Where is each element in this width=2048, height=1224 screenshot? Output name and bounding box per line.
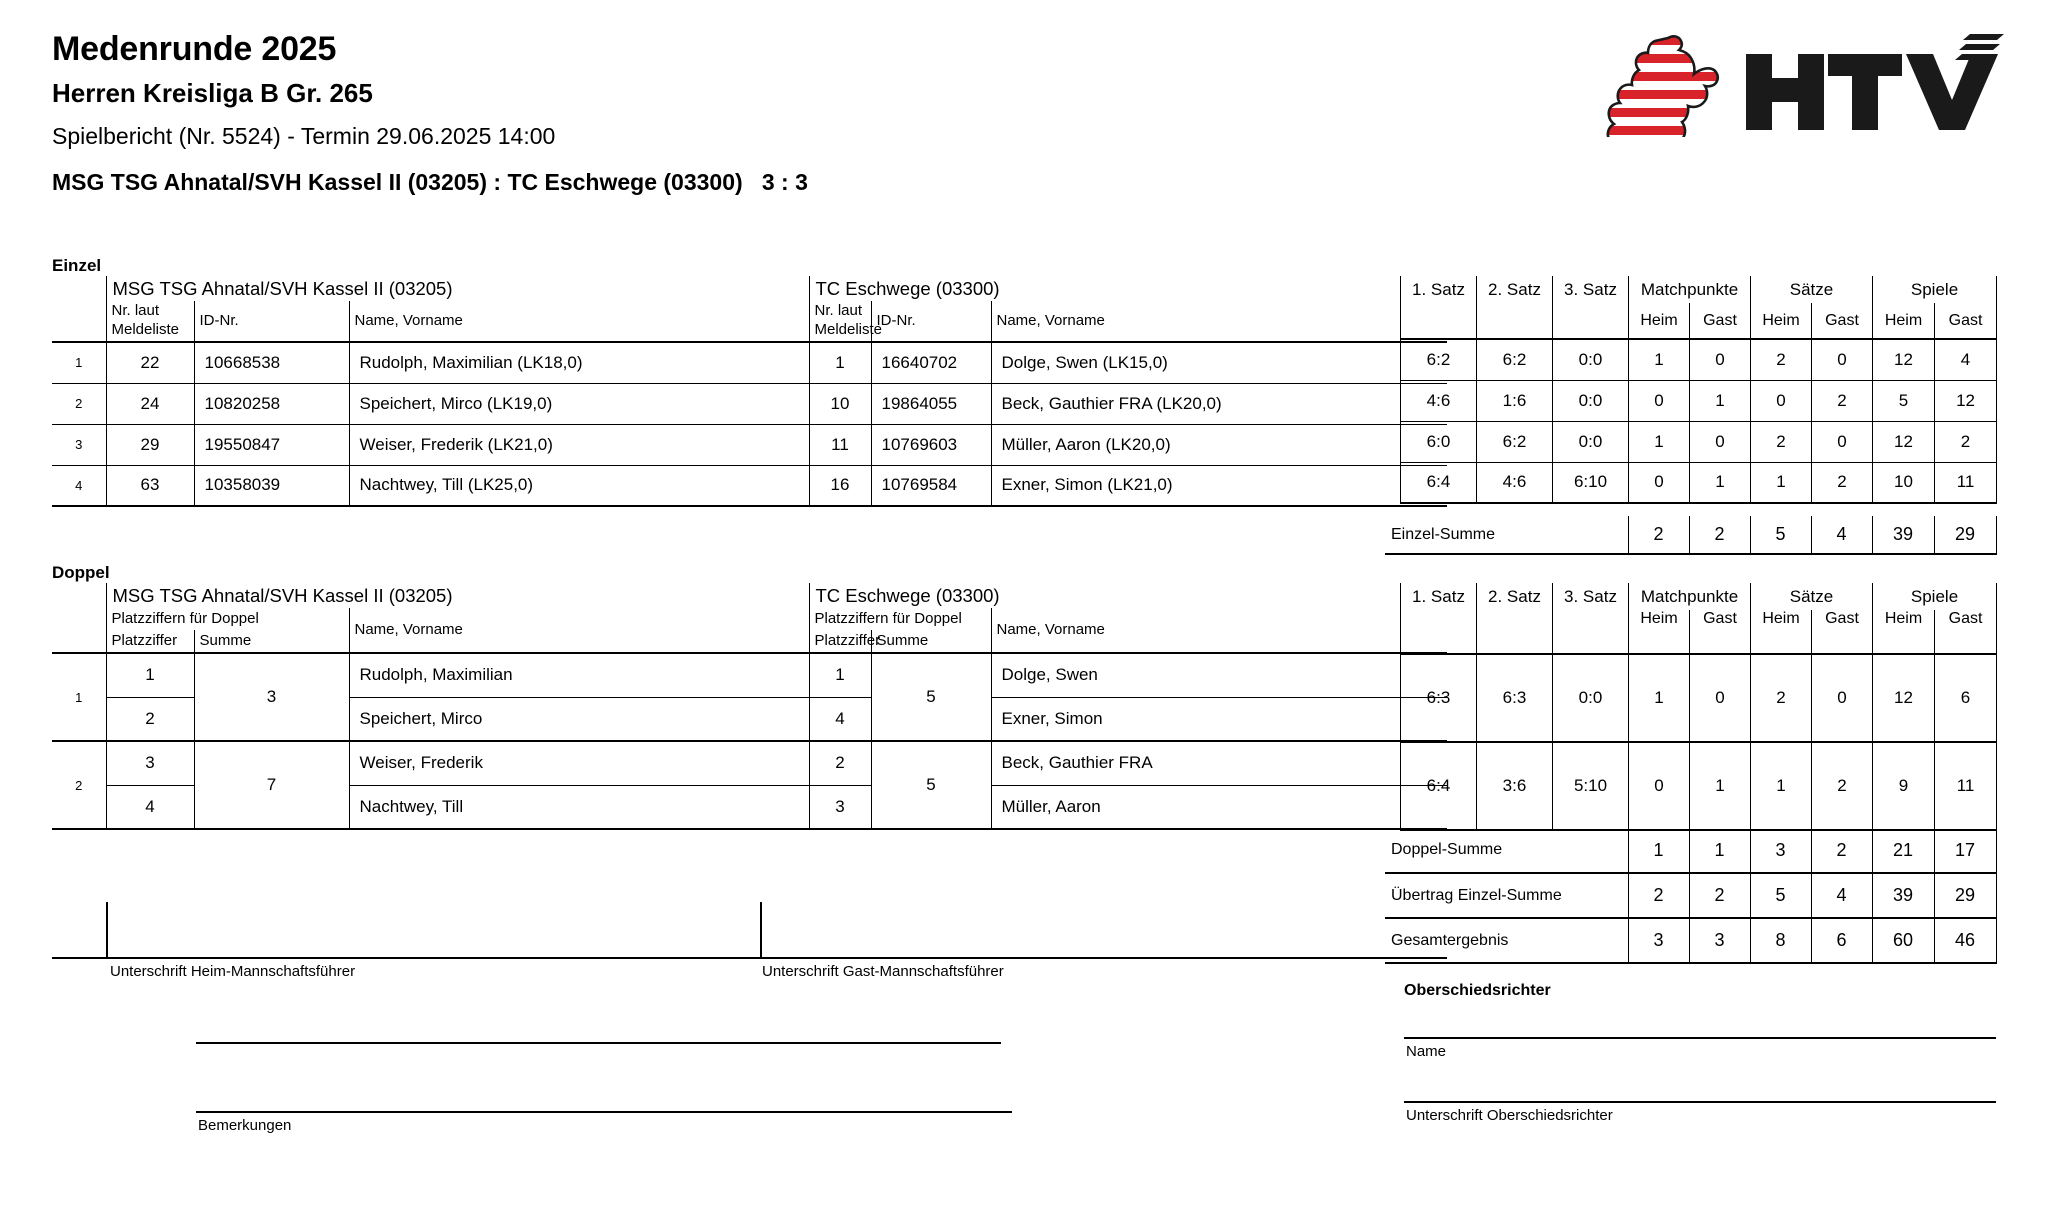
einzel-summe-sp-gast: 29 [1934, 516, 1996, 554]
doppel-mp-gast: 0 [1690, 654, 1751, 742]
einzel-summe-sz-heim: 5 [1750, 516, 1811, 554]
doppel-home-platzziffer: 3 [106, 741, 194, 785]
einzel-home-team-header: MSG TSG Ahnatal/SVH Kassel II (03205) [106, 276, 809, 301]
doppel-summe-sz-gast: 2 [1811, 828, 1872, 873]
section-label-doppel: Doppel [52, 563, 110, 582]
doppel-col-satz1: 1. Satz [1401, 583, 1477, 610]
doppel-summe-mp-gast: 1 [1689, 828, 1750, 873]
doppel-row-pos: 2 [75, 777, 83, 793]
doppel-home-summe: 3 [194, 653, 349, 741]
einzel-mp-gast: 1 [1690, 462, 1751, 503]
einzel-row-pos: 2 [75, 396, 83, 411]
doppel-col-sp-heim: Heim [1873, 610, 1935, 654]
einzel-guest-name: Exner, Simon (LK21,0) [991, 465, 1447, 506]
einzel-mp-heim: 1 [1629, 421, 1690, 462]
doppel-score-s1: 6:4 [1401, 742, 1477, 830]
doppel-col-satz3: 3. Satz [1553, 583, 1629, 610]
einzel-col-sz-heim: Heim [1751, 303, 1812, 339]
doppel-home-name: Rudolph, Maximilian [349, 653, 809, 697]
einzel-guest-name: Dolge, Swen (LK15,0) [991, 342, 1447, 383]
einzel-home-id: 10668538 [194, 342, 349, 383]
doppel-score-s3: 0:0 [1553, 654, 1629, 742]
doppel-table-scores [1400, 583, 1997, 831]
einzel-score-s1: 6:0 [1401, 421, 1477, 462]
doppel-mp-heim: 1 [1629, 654, 1690, 742]
doppel-sp-heim: 12 [1873, 654, 1935, 742]
einzel-summe-mp-heim: 2 [1628, 516, 1689, 554]
table-row [52, 342, 1447, 383]
einzel-col-nr-home: Nr. laut Meldeliste [106, 301, 194, 342]
doppel-spacer [1477, 610, 1553, 654]
doppel-col-platzziffern-home: Platzziffern für Doppel [106, 608, 349, 630]
einzel-table-scores [1400, 276, 1997, 504]
gesamt-sz-heim: 8 [1750, 918, 1811, 963]
htv-logo [1606, 32, 2006, 137]
oberschiedsrichter-name-rule [1404, 1037, 1996, 1039]
doppel-table-players [52, 583, 1447, 830]
einzel-sp-gast: 2 [1935, 421, 1997, 462]
doppel-sp-heim: 9 [1873, 742, 1935, 830]
einzel-guest-id: 16640702 [871, 342, 991, 383]
einzel-summe-sp-heim: 39 [1872, 516, 1934, 554]
einzel-guest-nr: 10 [809, 383, 871, 424]
einzel-home-name: Speichert, Mirco (LK19,0) [349, 383, 809, 424]
einzel-col-id-guest: ID-Nr. [871, 301, 991, 342]
uebertrag-mp-heim: 2 [1628, 873, 1689, 918]
doppel-col-platzziffern-guest: Platzziffern für Doppel [809, 608, 991, 630]
einzel-mp-heim: 0 [1629, 380, 1690, 421]
doppel-guest-name: Müller, Aaron [991, 785, 1447, 829]
signature-divider-guest [760, 902, 762, 959]
einzel-sp-heim: 12 [1873, 421, 1935, 462]
einzel-col-id-home: ID-Nr. [194, 301, 349, 342]
doppel-score-s2: 3:6 [1477, 742, 1553, 830]
table-row [1385, 828, 1996, 873]
gesamt-sp-heim: 60 [1872, 918, 1934, 963]
doppel-col-matchpunkte: Matchpunkte [1629, 583, 1751, 610]
einzel-col-sp-gast: Gast [1935, 303, 1997, 339]
doppel-summe-sp-gast: 17 [1934, 828, 1996, 873]
einzel-spacer [1553, 303, 1629, 339]
einzel-col-satz2: 2. Satz [1477, 276, 1553, 303]
signature-caption-home: Unterschrift Heim-Mannschaftsführer [110, 963, 356, 980]
oberschiedsrichter-signature-caption: Unterschrift Oberschiedsrichter [1406, 1107, 1613, 1124]
doppel-summe-mp-heim: 1 [1628, 828, 1689, 873]
einzel-sz-heim: 0 [1751, 380, 1812, 421]
doppel-home-summe: 7 [194, 741, 349, 829]
einzel-col-name-guest: Name, Vorname [991, 301, 1447, 342]
einzel-guest-nr: 1 [809, 342, 871, 383]
table-row [1401, 380, 1997, 421]
einzel-sz-heim: 2 [1751, 421, 1812, 462]
uebertrag-sz-heim: 5 [1750, 873, 1811, 918]
einzel-home-nr: 24 [106, 383, 194, 424]
signature-rule [52, 957, 1447, 959]
einzel-col-saetze: Sätze [1751, 276, 1873, 303]
einzel-score-s3: 0:0 [1553, 380, 1629, 421]
bemerkungen-rule-bottom [196, 1111, 1012, 1113]
einzel-home-name: Nachtwey, Till (LK25,0) [349, 465, 809, 506]
doppel-summe-sp-heim: 21 [1872, 828, 1934, 873]
einzel-table-players [52, 276, 1447, 507]
einzel-col-name-home: Name, Vorname [349, 301, 809, 342]
einzel-score-s1: 4:6 [1401, 380, 1477, 421]
einzel-home-name: Weiser, Frederik (LK21,0) [349, 424, 809, 465]
doppel-col-sz-heim: Heim [1751, 610, 1812, 654]
einzel-home-id: 19550847 [194, 424, 349, 465]
einzel-home-nr: 63 [106, 465, 194, 506]
table-row [1401, 421, 1997, 462]
einzel-score-s2: 6:2 [1477, 339, 1553, 380]
einzel-spacer [1477, 303, 1553, 339]
einzel-col-spiele: Spiele [1873, 276, 1997, 303]
einzel-mp-heim: 1 [1629, 339, 1690, 380]
einzel-home-name: Rudolph, Maximilian (LK18,0) [349, 342, 809, 383]
einzel-guest-name: Müller, Aaron (LK20,0) [991, 424, 1447, 465]
uebertrag-sz-gast: 4 [1811, 873, 1872, 918]
doppel-sz-gast: 2 [1812, 742, 1873, 830]
doppel-home-platzziffer: 1 [106, 653, 194, 697]
einzel-score-s2: 4:6 [1477, 462, 1553, 503]
einzel-col-mp-gast: Gast [1690, 303, 1751, 339]
oberschiedsrichter-title: Oberschiedsrichter [1404, 982, 1551, 999]
report-line: Spielbericht (Nr. 5524) - Termin 29.06.2025 14:00 [52, 122, 556, 149]
einzel-mp-gast: 1 [1690, 380, 1751, 421]
gesamt-mp-heim: 3 [1628, 918, 1689, 963]
uebertrag-mp-gast: 2 [1689, 873, 1750, 918]
section-label-einzel: Einzel [52, 256, 102, 275]
gesamt-sz-gast: 6 [1811, 918, 1872, 963]
einzel-sp-heim: 12 [1873, 339, 1935, 380]
einzel-mp-gast: 0 [1690, 339, 1751, 380]
doppel-summary-table [1385, 828, 1997, 964]
uebertrag-sp-gast: 29 [1934, 873, 1996, 918]
table-row [1401, 462, 1997, 503]
einzel-col-nr-guest: Nr. laut Meldeliste [809, 301, 871, 342]
einzel-guest-id: 10769584 [871, 465, 991, 506]
bemerkungen-caption: Bemerkungen [198, 1117, 292, 1134]
einzel-sp-gast: 4 [1935, 339, 1997, 380]
einzel-home-id: 10358039 [194, 465, 349, 506]
doppel-sz-gast: 0 [1812, 654, 1873, 742]
doppel-col-platzziffer-home: Platzziffer [106, 630, 194, 653]
einzel-mp-heim: 0 [1629, 462, 1690, 503]
einzel-summary-table [1385, 516, 1997, 555]
signature-caption-guest: Unterschrift Gast-Mannschaftsführer [762, 963, 1004, 980]
einzel-col-satz3: 3. Satz [1553, 276, 1629, 303]
einzel-summe-sz-gast: 4 [1811, 516, 1872, 554]
doppel-guest-platzziffer: 1 [809, 653, 871, 697]
oberschiedsrichter-name-caption: Name [1406, 1043, 1447, 1060]
doppel-guest-team-header: TC Eschwege (03300) [809, 583, 1447, 608]
doppel-col-satz2: 2. Satz [1477, 583, 1553, 610]
einzel-row-pos: 3 [75, 437, 83, 452]
einzel-sz-heim: 2 [1751, 339, 1812, 380]
einzel-sp-heim: 5 [1873, 380, 1935, 421]
einzel-guest-nr: 16 [809, 465, 871, 506]
league-title: Herren Kreisliga B Gr. 265 [52, 78, 373, 109]
einzel-guest-id: 10769603 [871, 424, 991, 465]
gesamt-mp-gast: 3 [1689, 918, 1750, 963]
einzel-score-s2: 1:6 [1477, 380, 1553, 421]
doppel-sz-heim: 1 [1751, 742, 1812, 830]
doppel-col-summe-guest: Summe [871, 630, 991, 653]
doppel-summe-label: Doppel-Summe [1391, 841, 1503, 858]
einzel-score-s1: 6:4 [1401, 462, 1477, 503]
hessian-lion-icon [1606, 32, 1746, 137]
match-line: MSG TSG Ahnatal/SVH Kassel II (03205) : TC Eschwege (03300) 3 : 3 [52, 169, 808, 196]
einzel-sz-gast: 0 [1812, 339, 1873, 380]
doppel-sp-gast: 11 [1935, 742, 1997, 830]
uebertrag-sp-heim: 39 [1872, 873, 1934, 918]
einzel-sp-heim: 10 [1873, 462, 1935, 503]
gesamtergebnis-label: Gesamtergebnis [1391, 931, 1509, 949]
doppel-score-s3: 5:10 [1553, 742, 1629, 830]
doppel-col-sz-gast: Gast [1812, 610, 1873, 654]
einzel-guest-name: Beck, Gauthier FRA (LK20,0) [991, 383, 1447, 424]
doppel-home-name: Nachtwey, Till [349, 785, 809, 829]
einzel-home-id: 10820258 [194, 383, 349, 424]
doppel-col-mp-gast: Gast [1690, 610, 1751, 654]
doppel-guest-name: Beck, Gauthier FRA [991, 741, 1447, 785]
doppel-guest-platzziffer: 4 [809, 697, 871, 741]
uebertrag-einzel-summe-label: Übertrag Einzel-Summe [1391, 886, 1562, 904]
doppel-summe-sz-heim: 3 [1750, 828, 1811, 873]
gesamt-sp-gast: 46 [1934, 918, 1996, 963]
doppel-guest-name: Exner, Simon [991, 697, 1447, 741]
einzel-summe-label: Einzel-Summe [1391, 525, 1496, 543]
einzel-col-matchpunkte: Matchpunkte [1629, 276, 1751, 303]
einzel-home-nr: 22 [106, 342, 194, 383]
table-row [52, 383, 1447, 424]
table-row [52, 653, 1447, 697]
doppel-row-pos: 1 [75, 689, 83, 705]
page-title: Medenrunde 2025 [52, 30, 337, 68]
doppel-col-sp-gast: Gast [1935, 610, 1997, 654]
doppel-guest-summe: 5 [871, 653, 991, 741]
einzel-sp-gast: 11 [1935, 462, 1997, 503]
doppel-home-name: Weiser, Frederik [349, 741, 809, 785]
doppel-spacer [1401, 610, 1477, 654]
table-row [1401, 654, 1997, 742]
einzel-sz-gast: 0 [1812, 421, 1873, 462]
einzel-sz-heim: 1 [1751, 462, 1812, 503]
doppel-col-saetze: Sätze [1751, 583, 1873, 610]
einzel-row-pos: 1 [75, 355, 83, 371]
oberschiedsrichter-signature-rule [1404, 1101, 1996, 1103]
table-row [1385, 873, 1996, 918]
einzel-summe-mp-gast: 2 [1689, 516, 1750, 554]
doppel-home-platzziffer: 4 [106, 785, 194, 829]
einzel-score-s3: 6:10 [1553, 462, 1629, 503]
einzel-col-sz-gast: Gast [1812, 303, 1873, 339]
einzel-sp-gast: 12 [1935, 380, 1997, 421]
einzel-col-mp-heim: Heim [1629, 303, 1690, 339]
doppel-sp-gast: 6 [1935, 654, 1997, 742]
einzel-guest-id: 19864055 [871, 383, 991, 424]
einzel-spacer [1401, 303, 1477, 339]
htv-wordmark [1746, 34, 2004, 130]
doppel-col-name-home: Name, Vorname [349, 608, 809, 653]
doppel-col-name-guest: Name, Vorname [991, 608, 1447, 653]
einzel-score-s1: 6:2 [1401, 339, 1477, 380]
einzel-score-s3: 0:0 [1553, 421, 1629, 462]
doppel-guest-platzziffer: 2 [809, 741, 871, 785]
signature-divider-home [106, 902, 108, 959]
einzel-sz-gast: 2 [1812, 462, 1873, 503]
doppel-col-platzziffer-guest: Platzziffer [809, 630, 871, 653]
bemerkungen-rule-top [196, 1042, 1001, 1044]
einzel-guest-team-header: TC Eschwege (03300) [809, 276, 1447, 301]
einzel-guest-nr: 11 [809, 424, 871, 465]
doppel-col-summe-home: Summe [194, 630, 349, 653]
einzel-row-pos: 4 [75, 477, 83, 493]
doppel-guest-name: Dolge, Swen [991, 653, 1447, 697]
doppel-guest-summe: 5 [871, 741, 991, 829]
doppel-score-s1: 6:3 [1401, 654, 1477, 742]
document-header [52, 30, 1552, 196]
einzel-mp-gast: 0 [1690, 421, 1751, 462]
doppel-mp-gast: 1 [1690, 742, 1751, 830]
htv-logo-svg [1606, 32, 2006, 137]
einzel-col-sp-heim: Heim [1873, 303, 1935, 339]
doppel-guest-platzziffer: 3 [809, 785, 871, 829]
doppel-spacer [1553, 610, 1629, 654]
einzel-home-nr: 29 [106, 424, 194, 465]
doppel-col-spiele: Spiele [1873, 583, 1997, 610]
doppel-mp-heim: 0 [1629, 742, 1690, 830]
einzel-sz-gast: 2 [1812, 380, 1873, 421]
doppel-home-name: Speichert, Mirco [349, 697, 809, 741]
table-row [52, 424, 1447, 465]
table-row [52, 465, 1447, 506]
doppel-home-platzziffer: 2 [106, 697, 194, 741]
einzel-score-s2: 6:2 [1477, 421, 1553, 462]
doppel-sz-heim: 2 [1751, 654, 1812, 742]
table-row [52, 741, 1447, 785]
doppel-home-team-header: MSG TSG Ahnatal/SVH Kassel II (03205) [106, 583, 809, 608]
einzel-col-satz1: 1. Satz [1401, 276, 1477, 303]
table-row [1385, 516, 1996, 554]
doppel-col-mp-heim: Heim [1629, 610, 1690, 654]
table-row [1401, 339, 1997, 380]
einzel-score-s3: 0:0 [1553, 339, 1629, 380]
table-row [1385, 918, 1996, 963]
table-row [1401, 742, 1997, 830]
doppel-score-s2: 6:3 [1477, 654, 1553, 742]
